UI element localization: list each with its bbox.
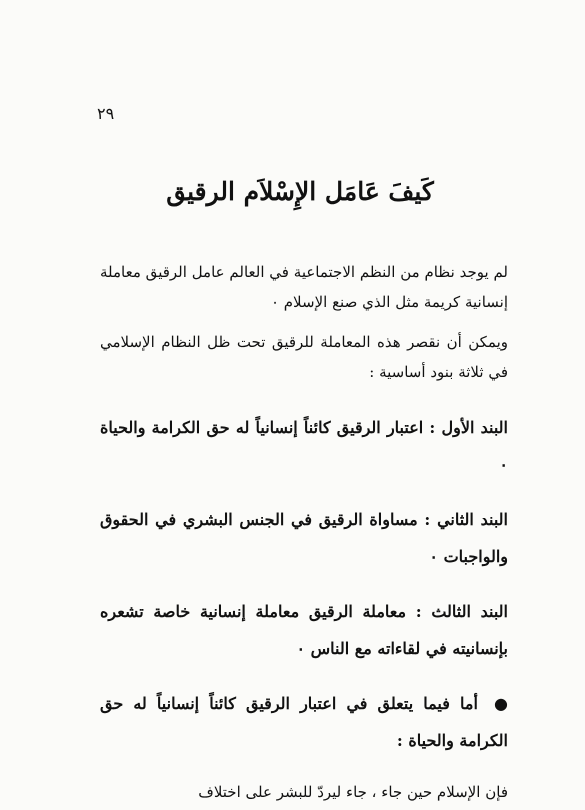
second-clause-paragraph: البند الثاني : مساواة الرقيق في الجنس البشري في الحقوق والواجبات ٠ <box>100 510 508 566</box>
page-number: ٢٩ <box>97 104 115 123</box>
closing-paragraph: فإن الإسلام حين جاء ، جاء ليردّ للبشر على اختلاف <box>198 783 508 801</box>
bullet-paragraph-text: أما فيما يتعلق في اعتبار الرقيق كائناً إنسانياً له حق الكرامة والحياة : <box>100 694 508 750</box>
bullet-paragraph <box>100 685 508 759</box>
intro-paragraph: لم يوجد نظام من النظم الاجتماعية في العالم عامل الرقيق معاملة إنسانية كريمة مثل الذي صنع الإسلام ٠ <box>100 263 508 311</box>
third-clause-paragraph: البند الثالث : معاملة الرقيق معاملة إنسانية خاصة تشعره بإنسانيته في لقاءاته مع الناس ٠ <box>100 602 508 658</box>
bullet-icon: ● <box>494 694 508 713</box>
summary-paragraph: ويمكن أن نقصر هذه المعاملة للرقيق تحت ظل النظام الإسلامي في ثلاثة بنود أساسية : <box>100 333 508 381</box>
page-body <box>100 257 508 807</box>
first-clause-paragraph: البند الأول : اعتبار الرقيق كائناً إنسانياً له حق الكرامة والحياة ٠ <box>100 418 508 474</box>
chapter-title: كَيفَ عَامَل الإِسْلاَم الرقيق <box>166 177 434 206</box>
